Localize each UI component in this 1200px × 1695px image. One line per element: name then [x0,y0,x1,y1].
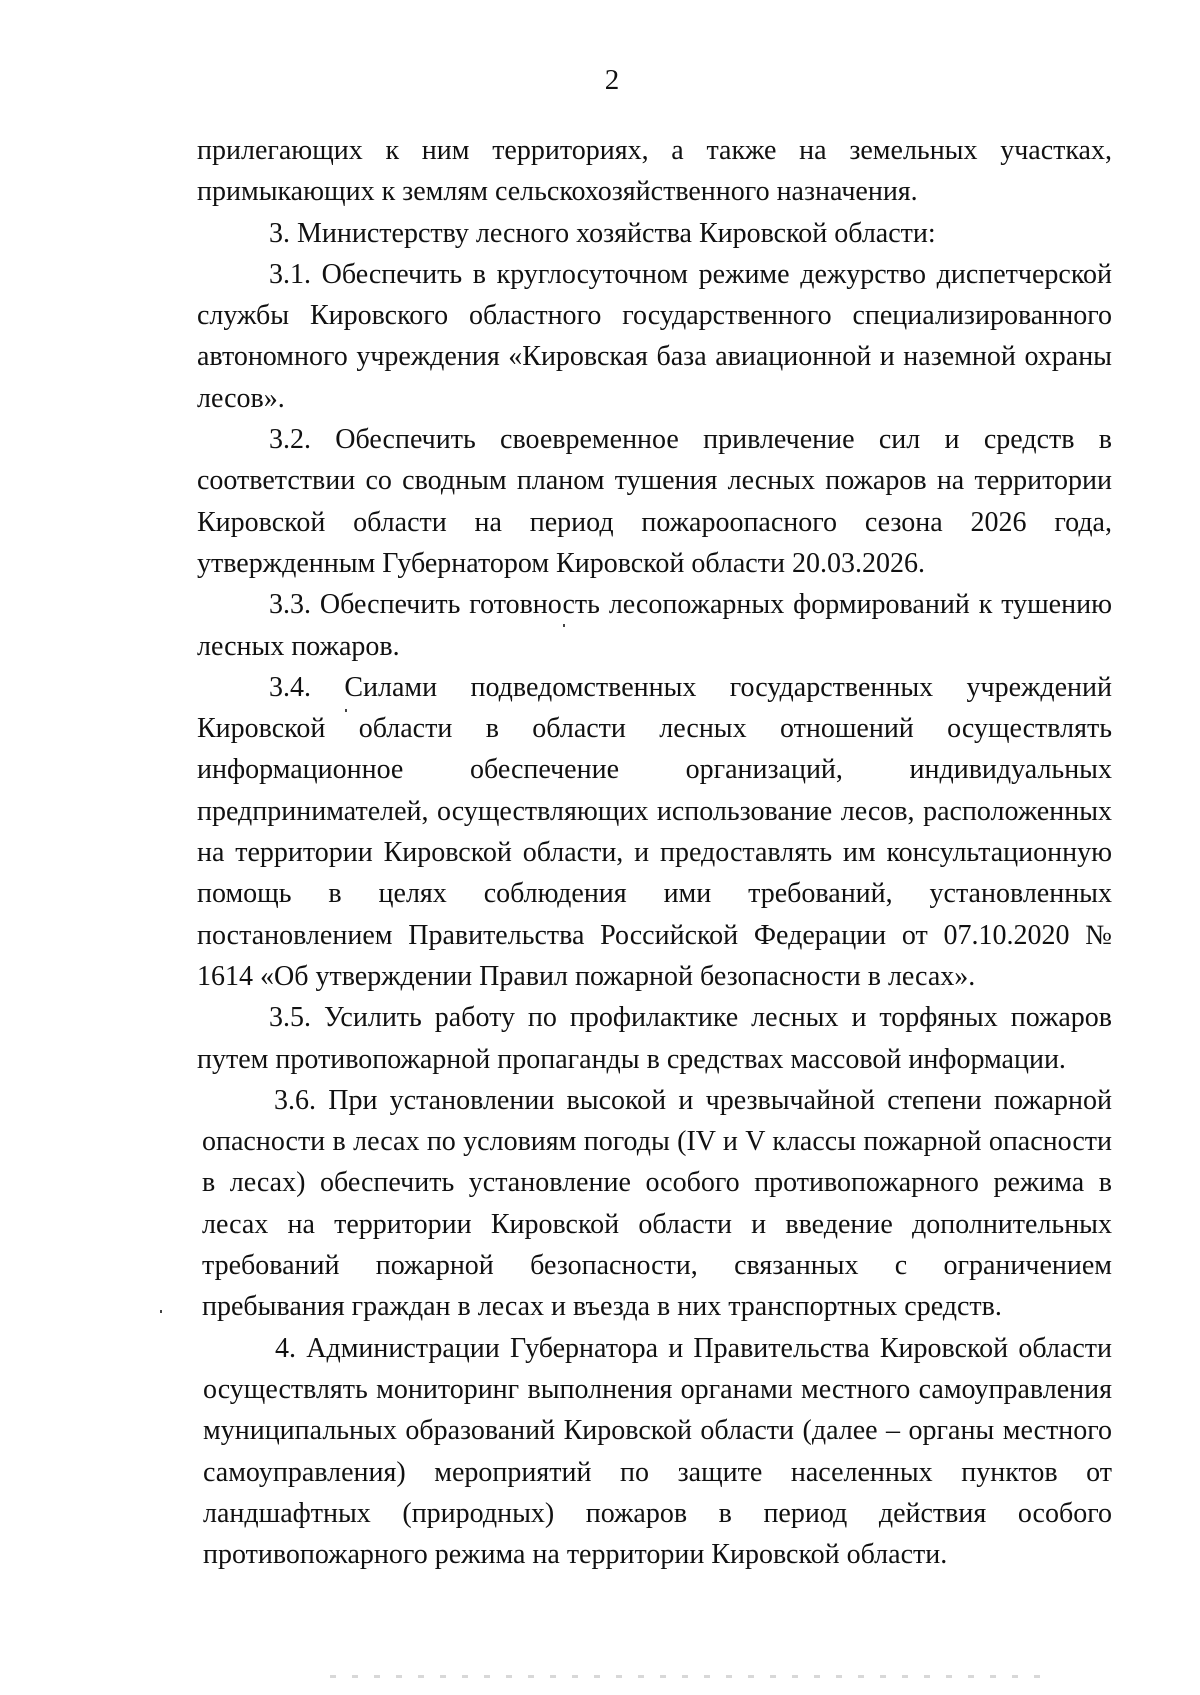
paragraph-item-3: 3. Министерству лесного хозяйства Кировской области: [269,217,936,249]
paragraph-item-3-1: 3.1. Обеспечить в круглосуточном режиме дежурство диспетчерской службы Кировского областного государственного специализированного автономного учреждения «Кировская база авиационной и наземной охраны лесов». [197,258,1112,414]
document-body [197,130,1112,1575]
paragraph-item-3-5: 3.5. Усилить работу по профилактике лесных и торфяных пожаров путем противопожарной пропаганды в средствах массовой информации. [197,1002,1112,1075]
paragraph-item-3-6: 3.6. При установлении высокой и чрезвычайной степени пожарной опасности в лесах по условиям погоды (IV и V классы пожарной опасности в лесах) обеспечить установление особого противопожарного режима в лесах на территории Кировской области и введение дополнительных требований пожарной безопасности, связанных с ограничением пребывания граждан в лесах и въезда в них транспортных средств. [202,1084,1112,1323]
page-number: 2 [604,64,620,96]
scan-speck [563,624,565,627]
paragraph-item-3-4: 3.4. Силами подведомственных государственных учреждений Кировской области в области лесных отношений осуществлять информационное обеспечение организаций, индивидуальных предпринимателей, осуществляющих использование лесов, расположенных на территории Кировской области, и предоставлять им консультационную помощь в целях соблюдения ими требований, установленных постановлением Правительства Российской Федерации от 07.10.2020 № 1614 «Об утверждении Правил пожарной безопасности в лесах». [197,671,1112,992]
paragraph-continuation: прилегающих к ним территориях, а также на земельных участках, примыкающих к землям сельскохозяйственного назначения. [197,135,1112,208]
scan-noise-line [330,1675,1050,1678]
paragraph-item-3-2: 3.2. Обеспечить своевременное привлечение сил и средств в соответствии со сводным планом тушения лесных пожаров на территории Кировской области на период пожароопасного сезона 2026 года, утвержденным Губернатором Кировской области 20.03.2026. [197,424,1112,579]
scan-speck [160,1310,162,1313]
scan-speck [345,709,347,712]
paragraph-item-4: 4. Администрации Губернатора и Правительства Кировской области осуществлять мониторинг выполнения органами местного самоуправления муниципальных образований Кировской области (далее – органы местного самоуправления) мероприятий по защите населенных пунктов от ландшафтных (природных) пожаров в период действия особого противопожарного режима на территории Кировской области. [203,1332,1112,1571]
paragraph-item-3-3: 3.3. Обеспечить готовность лесопожарных формирований к тушению лесных пожаров. [197,589,1112,662]
